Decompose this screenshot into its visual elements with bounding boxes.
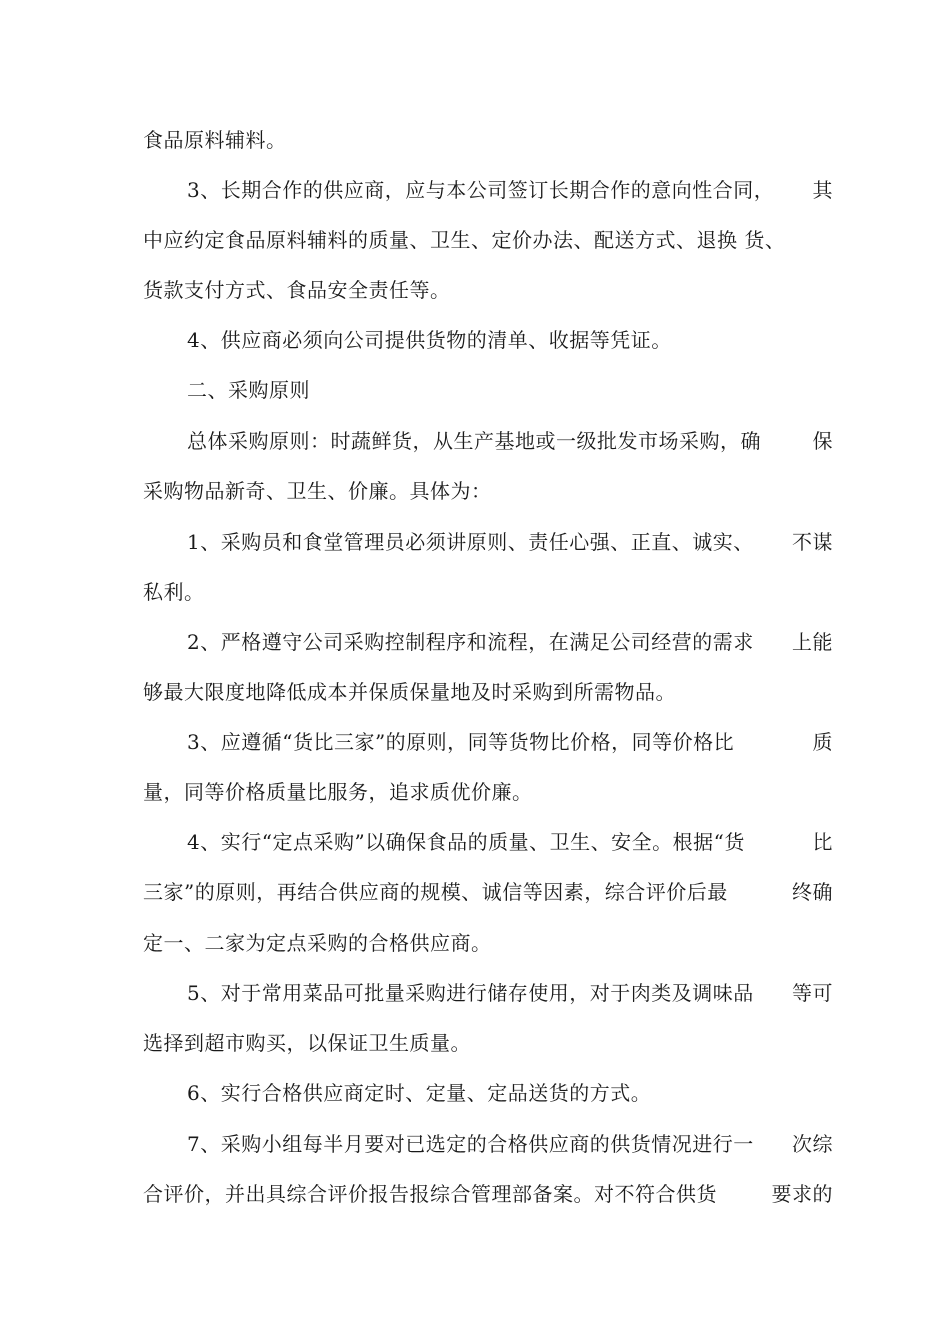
paragraph-line — [187, 177, 833, 203]
line-segment: 三家”的原则，再结合供应商的规模、诚信等因素，综合评价后最 — [143, 880, 728, 904]
line-segment: 合评价，并出具综合评价报告报综合管理部备案。对不符合供货 — [143, 1182, 717, 1206]
paragraph-line — [143, 1181, 833, 1207]
paragraph-line: 中应约定食品原料辅料的质量、卫生、定价办法、配送方式、退换 货、 — [143, 228, 786, 252]
line-segment: 保 — [812, 429, 833, 453]
paragraph-line — [143, 879, 833, 905]
paragraph-line: 量，同等价格质量比服务，追求质优价廉。 — [143, 780, 533, 804]
line-segment: 1、采购员和食堂管理员必须讲原则、责任心强、正直、诚实、 — [187, 530, 754, 554]
line-segment: 2、严格遵守公司采购控制程序和流程，在满足公司经营的需求 — [187, 630, 754, 654]
line-segment: 不谋 — [792, 530, 833, 554]
paragraph-line: 4、供应商必须向公司提供货物的清单、收据等凭证。 — [187, 328, 672, 352]
line-segment: 等可 — [792, 981, 833, 1005]
paragraph-line: 定一、二家为定点采购的合格供应商。 — [143, 931, 492, 955]
paragraph-line — [187, 829, 833, 855]
line-segment: 其 — [812, 178, 833, 202]
line-segment: 要求的 — [771, 1182, 833, 1206]
paragraph-line: 选择到超市购买，以保证卫生质量。 — [143, 1031, 471, 1055]
line-segment: 3、应遵循“货比三家”的原则，同等货物比价格，同等价格比 — [187, 730, 735, 754]
line-segment: 比 — [812, 830, 833, 854]
line-segment: 总体采购原则：时蔬鲜货，从生产基地或一级批发市场采购，确 — [187, 429, 761, 453]
paragraph-line: 货款支付方式、食品安全责任等。 — [143, 278, 451, 302]
line-segment: 次综 — [792, 1132, 833, 1156]
paragraph-line — [187, 1131, 833, 1157]
line-segment: 终确 — [792, 880, 833, 904]
paragraph-line — [187, 428, 833, 454]
line-segment: 7、采购小组每半月要对已选定的合格供应商的供货情况进行一 — [187, 1132, 754, 1156]
paragraph-line — [187, 729, 833, 755]
paragraph-line: 食品原料辅料。 — [143, 128, 287, 152]
line-segment: 上能 — [792, 630, 833, 654]
line-segment: 4、实行“定点采购”以确保食品的质量、卫生、安全。根据“货 — [187, 830, 745, 854]
line-segment: 5、对于常用菜品可批量采购进行储存使用，对于肉类及调味品 — [187, 981, 754, 1005]
line-segment: 质 — [812, 730, 833, 754]
paragraph-line: 私利。 — [143, 580, 205, 604]
paragraph-line — [187, 629, 833, 655]
paragraph-line: 够最大限度地降低成本并保质保量地及时采购到所需物品。 — [143, 680, 676, 704]
paragraph-line — [187, 529, 833, 555]
paragraph-line: 6、实行合格供应商定时、定量、定品送货的方式。 — [187, 1081, 652, 1105]
paragraph-line: 采购物品新奇、卫生、价廉。具体为： — [143, 479, 492, 503]
section-heading: 二、采购原则 — [187, 378, 310, 402]
line-segment: 3、长期合作的供应商，应与本公司签订长期合作的意向性合同， — [187, 178, 775, 202]
paragraph-line — [187, 980, 833, 1006]
